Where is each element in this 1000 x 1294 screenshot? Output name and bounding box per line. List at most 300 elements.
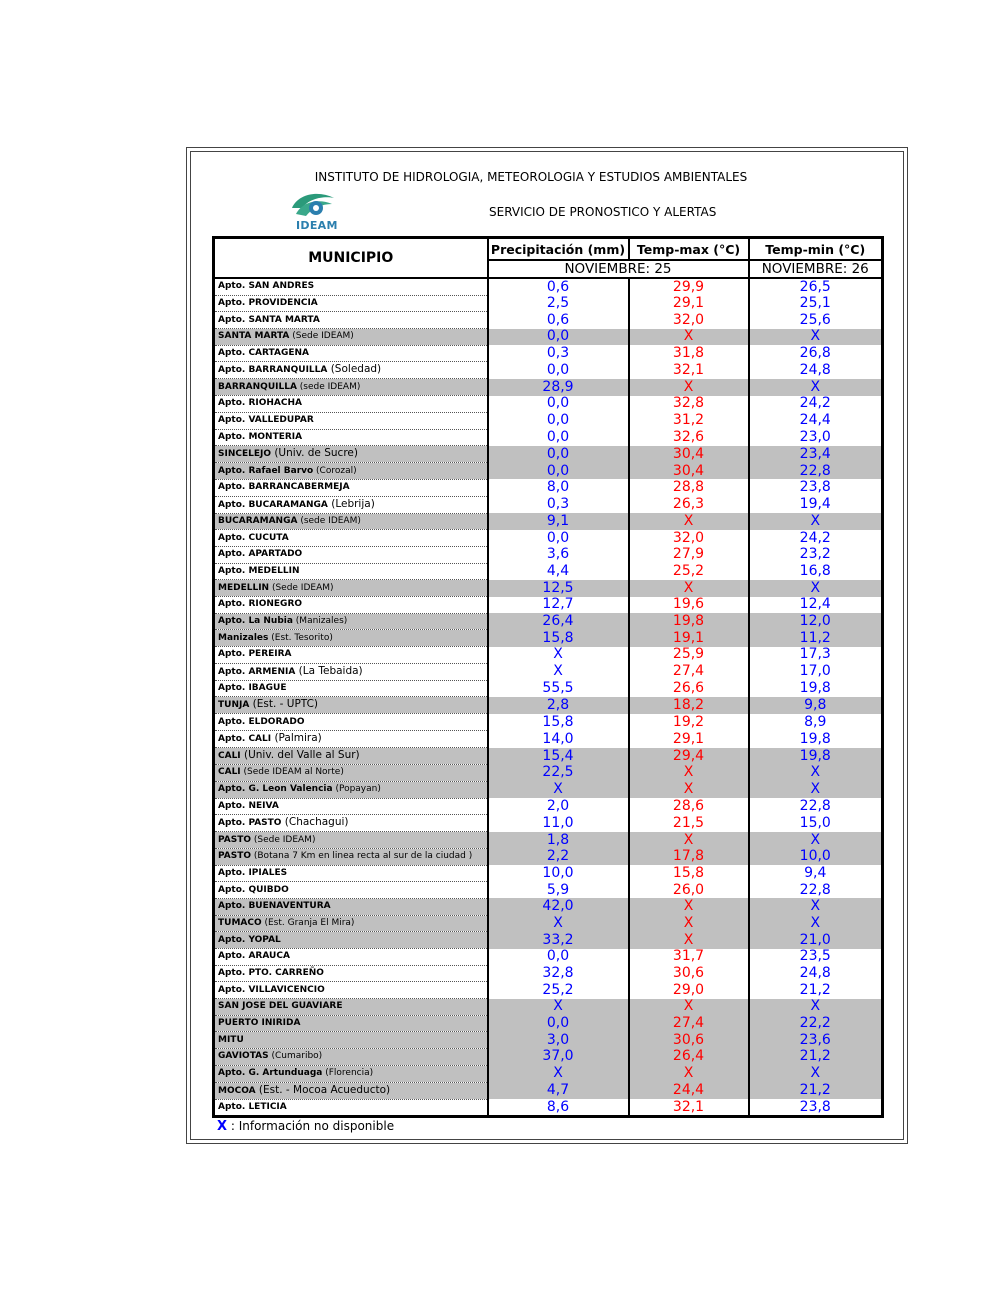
- tmin-value: 8,9: [749, 714, 883, 731]
- station-label: MITU: [218, 1034, 244, 1045]
- station-label: Apto. SANTA MARTA: [218, 314, 320, 325]
- table-row: [214, 815, 883, 832]
- table-row: [214, 647, 883, 664]
- tmax-value: X: [629, 513, 749, 530]
- tmin-value: 21,2: [749, 982, 883, 999]
- tmax-value: 29,1: [629, 731, 749, 748]
- tmax-value: 30,6: [629, 965, 749, 982]
- tmax-value: 26,3: [629, 496, 749, 513]
- precip-value: X: [488, 663, 629, 680]
- table-row: [214, 765, 883, 782]
- tmin-value: 19,8: [749, 748, 883, 765]
- tmin-value: 22,8: [749, 798, 883, 815]
- station-sublabel: (sede IDEAM): [296, 381, 361, 392]
- station-name: [214, 496, 488, 513]
- table-row: [214, 446, 883, 463]
- precip-value: X: [488, 915, 629, 932]
- tmin-value: 11,2: [749, 630, 883, 647]
- station-sublabel: (La Tebaida): [295, 664, 363, 677]
- tmax-value: 29,0: [629, 982, 749, 999]
- station-name: [214, 1032, 488, 1049]
- table-row: [214, 379, 883, 396]
- station-label: Apto. La Nubia: [218, 616, 293, 627]
- precip-value: 25,2: [488, 982, 629, 999]
- precip-value: 3,0: [488, 1032, 629, 1049]
- tmin-value: 24,8: [749, 362, 883, 379]
- station-name: [214, 429, 488, 446]
- station-name: [214, 479, 488, 496]
- table-row: [214, 345, 883, 362]
- tmax-value: 18,2: [629, 697, 749, 714]
- station-name: [214, 982, 488, 999]
- table-row: [214, 412, 883, 429]
- table-row: [214, 295, 883, 312]
- tmax-value: 27,9: [629, 546, 749, 563]
- station-label: Apto. RIOHACHA: [218, 398, 302, 409]
- station-label: Apto. BUENAVENTURA: [218, 901, 331, 912]
- precip-value: 33,2: [488, 932, 629, 949]
- station-name: [214, 329, 488, 346]
- tmin-value: X: [749, 999, 883, 1016]
- table-row: [214, 463, 883, 480]
- station-label: Apto. PTO. CARREÑO: [218, 968, 324, 979]
- tmin-value: 16,8: [749, 563, 883, 580]
- precip-value: 15,8: [488, 714, 629, 731]
- tmax-value: 31,7: [629, 949, 749, 966]
- tmax-value: 27,4: [629, 1015, 749, 1032]
- tmax-value: X: [629, 329, 749, 346]
- tmax-value: 31,8: [629, 345, 749, 362]
- station-sublabel: (Popayan): [332, 784, 381, 795]
- station-name: [214, 714, 488, 731]
- tmax-value: 30,4: [629, 446, 749, 463]
- table-row: [214, 965, 883, 982]
- station-name: [214, 932, 488, 949]
- precip-value: 1,8: [488, 832, 629, 849]
- precip-value: 2,0: [488, 798, 629, 815]
- tmin-value: 23,8: [749, 479, 883, 496]
- table-row: [214, 396, 883, 413]
- precip-value: 2,5: [488, 295, 629, 312]
- tmax-value: 28,6: [629, 798, 749, 815]
- tmax-value: 32,6: [629, 429, 749, 446]
- station-name: [214, 613, 488, 630]
- tmax-value: 28,8: [629, 479, 749, 496]
- station-name: [214, 882, 488, 899]
- table-row: [214, 663, 883, 680]
- precip-value: 0,3: [488, 345, 629, 362]
- header-tmax: Temp-max (°C): [629, 238, 749, 261]
- station-label: BARRANQUILLA: [218, 381, 297, 392]
- station-sublabel: (Cumaribo): [268, 1051, 323, 1062]
- table-row: [214, 680, 883, 697]
- station-label: Apto. YOPAL: [218, 934, 281, 945]
- institute-title-text: INSTITUTO DE HIDROLOGIA, METEOROLOGIA Y ESTUDIOS AMBIENTALES: [314, 170, 748, 184]
- station-name: [214, 848, 488, 865]
- station-sublabel: (Chachagui): [281, 816, 349, 829]
- station-label: Apto. MEDELLIN: [218, 565, 300, 576]
- station-label: Apto. RIONEGRO: [218, 599, 303, 610]
- table-row: [214, 1082, 883, 1099]
- station-name: [214, 781, 488, 798]
- station-label: TUMACO: [218, 917, 262, 928]
- station-name: [214, 748, 488, 765]
- tmax-value: X: [629, 379, 749, 396]
- forecast-table: [212, 236, 884, 1118]
- tmax-value: X: [629, 898, 749, 915]
- station-label: Apto. ELDORADO: [218, 716, 305, 727]
- tmax-value: 15,8: [629, 865, 749, 882]
- precip-value: 0,3: [488, 496, 629, 513]
- header-date-2: NOVIEMBRE: 26: [749, 260, 883, 278]
- precip-value: 0,0: [488, 463, 629, 480]
- precip-value: 0,0: [488, 446, 629, 463]
- station-label: SINCELEJO: [218, 449, 271, 460]
- tmax-value: 19,2: [629, 714, 749, 731]
- table-row: [214, 1049, 883, 1066]
- station-label: Apto. VALLEDUPAR: [218, 415, 314, 426]
- institute-title: [0, 170, 1000, 184]
- station-sublabel: (Manizales): [292, 616, 348, 627]
- tmin-value: X: [749, 832, 883, 849]
- table-row: [214, 278, 883, 295]
- tmax-value: X: [629, 781, 749, 798]
- tmin-value: 17,0: [749, 663, 883, 680]
- precip-value: 5,9: [488, 882, 629, 899]
- station-label: Apto. NEIVA: [218, 800, 279, 811]
- tmax-value: 29,1: [629, 295, 749, 312]
- tmax-value: X: [629, 1065, 749, 1082]
- precip-value: 12,7: [488, 597, 629, 614]
- table-row: [214, 731, 883, 748]
- station-label: Apto. PROVIDENCIA: [218, 298, 318, 309]
- station-label: Apto. G. Artunduaga: [218, 1068, 323, 1079]
- tmin-value: 17,3: [749, 647, 883, 664]
- tmin-value: 25,1: [749, 295, 883, 312]
- table-row: [214, 798, 883, 815]
- tmax-value: 26,0: [629, 882, 749, 899]
- station-label: SAN JOSE DEL GUAVIARE: [218, 1001, 343, 1012]
- tmax-value: 31,2: [629, 412, 749, 429]
- tmax-value: 19,8: [629, 613, 749, 630]
- precip-value: 2,8: [488, 697, 629, 714]
- station-name: [214, 597, 488, 614]
- station-label: Apto. VILLAVICENCIO: [218, 984, 325, 995]
- tmin-value: 24,8: [749, 965, 883, 982]
- precip-value: 10,0: [488, 865, 629, 882]
- precip-value: 15,4: [488, 748, 629, 765]
- precip-value: 37,0: [488, 1049, 629, 1066]
- station-label: Apto. PEREIRA: [218, 649, 292, 660]
- station-name: [214, 278, 488, 295]
- station-label: Apto. G. Leon Valencia: [218, 784, 333, 795]
- precip-value: 11,0: [488, 815, 629, 832]
- tmax-value: 24,4: [629, 1082, 749, 1099]
- precip-value: 55,5: [488, 680, 629, 697]
- tmax-value: 29,4: [629, 748, 749, 765]
- tmax-value: 17,8: [629, 848, 749, 865]
- tmin-value: 19,4: [749, 496, 883, 513]
- station-sublabel: (Palmira): [271, 732, 322, 745]
- table-row: [214, 982, 883, 999]
- tmin-value: 21,0: [749, 932, 883, 949]
- table-row: [214, 362, 883, 379]
- precip-value: 32,8: [488, 965, 629, 982]
- tmax-value: 29,9: [629, 278, 749, 295]
- tmax-value: 32,0: [629, 312, 749, 329]
- table-row: [214, 697, 883, 714]
- station-label: MOCOA: [218, 1085, 256, 1096]
- station-label: GAVIOTAS: [218, 1051, 269, 1062]
- tmin-value: 21,2: [749, 1082, 883, 1099]
- precip-value: X: [488, 1065, 629, 1082]
- tmax-value: 32,0: [629, 530, 749, 547]
- legend-text: : Información no disponible: [230, 1119, 395, 1133]
- station-sublabel: (Univ. del Valle al Sur): [240, 749, 360, 762]
- station-name: [214, 463, 488, 480]
- station-name: [214, 731, 488, 748]
- station-name: [214, 530, 488, 547]
- tmin-value: 26,8: [749, 345, 883, 362]
- table-row: [214, 882, 883, 899]
- tmin-value: 25,6: [749, 312, 883, 329]
- tmax-value: 27,4: [629, 663, 749, 680]
- tmax-value: X: [629, 999, 749, 1016]
- station-label: Apto. ARAUCA: [218, 951, 290, 962]
- table-row: [214, 932, 883, 949]
- station-sublabel: (Corozal): [313, 465, 357, 476]
- station-name: [214, 898, 488, 915]
- table-row: [214, 312, 883, 329]
- table-row: [214, 563, 883, 580]
- header-date-1: NOVIEMBRE: 25: [488, 260, 749, 278]
- station-name: [214, 965, 488, 982]
- station-name: [214, 312, 488, 329]
- station-name: [214, 815, 488, 832]
- table-row: [214, 848, 883, 865]
- table-row: [214, 999, 883, 1016]
- tmin-value: 22,8: [749, 463, 883, 480]
- precip-value: 0,0: [488, 949, 629, 966]
- tmax-value: X: [629, 932, 749, 949]
- table-row: [214, 714, 883, 731]
- tmin-value: 23,5: [749, 949, 883, 966]
- table-row: [214, 748, 883, 765]
- station-sublabel: (Est. Granja El Mira): [261, 917, 355, 928]
- table-row: [214, 832, 883, 849]
- table-row: [214, 1032, 883, 1049]
- tmax-value: X: [629, 915, 749, 932]
- precip-value: 4,4: [488, 563, 629, 580]
- precip-value: X: [488, 647, 629, 664]
- tmin-value: 26,5: [749, 278, 883, 295]
- table-row: [214, 479, 883, 496]
- header-municipio: MUNICIPIO: [214, 238, 488, 279]
- station-name: [214, 1082, 488, 1099]
- precip-value: 14,0: [488, 731, 629, 748]
- station-label: Apto. BARRANQUILLA: [218, 365, 328, 376]
- table-row: [214, 329, 883, 346]
- tmin-value: 12,4: [749, 597, 883, 614]
- tmin-value: X: [749, 379, 883, 396]
- header-precip: Precipitación (mm): [488, 238, 629, 261]
- station-name: [214, 1065, 488, 1082]
- table-row: [214, 915, 883, 932]
- precip-value: 12,5: [488, 580, 629, 597]
- station-name: [214, 412, 488, 429]
- tmax-value: 25,2: [629, 563, 749, 580]
- table-row: [214, 865, 883, 882]
- tmin-value: 21,2: [749, 1049, 883, 1066]
- station-sublabel: (Est. - UPTC): [249, 698, 318, 711]
- station-name: [214, 580, 488, 597]
- station-name: [214, 915, 488, 932]
- station-name: [214, 362, 488, 379]
- station-label: Apto. SAN ANDRES: [218, 281, 315, 292]
- tmin-value: 19,8: [749, 731, 883, 748]
- table-row: [214, 429, 883, 446]
- precip-value: 8,6: [488, 1099, 629, 1117]
- precip-value: 26,4: [488, 613, 629, 630]
- station-label: Apto. IBAGUE: [218, 683, 287, 694]
- station-name: [214, 513, 488, 530]
- station-name: [214, 345, 488, 362]
- tmax-value: 30,6: [629, 1032, 749, 1049]
- tmax-value: 30,4: [629, 463, 749, 480]
- station-name: [214, 1015, 488, 1032]
- station-label: Apto. CALI: [218, 734, 272, 745]
- tmax-value: X: [629, 765, 749, 782]
- station-name: [214, 396, 488, 413]
- station-label: Apto. IPIALES: [218, 867, 288, 878]
- station-label: Apto. MONTERIA: [218, 431, 303, 442]
- tmin-value: X: [749, 1065, 883, 1082]
- station-name: [214, 680, 488, 697]
- table-row: [214, 513, 883, 530]
- station-sublabel: (Sede IDEAM): [289, 331, 354, 342]
- tmin-value: 10,0: [749, 848, 883, 865]
- tmin-value: X: [749, 580, 883, 597]
- legend-mark: X: [217, 1119, 228, 1134]
- tmin-value: X: [749, 513, 883, 530]
- station-label: Apto. CARTAGENA: [218, 348, 309, 359]
- station-name: [214, 697, 488, 714]
- tmax-value: 32,1: [629, 1099, 749, 1117]
- precip-value: X: [488, 781, 629, 798]
- tmin-value: 23,6: [749, 1032, 883, 1049]
- station-name: [214, 865, 488, 882]
- header-tmin: Temp-min (°C): [749, 238, 883, 261]
- tmin-value: X: [749, 329, 883, 346]
- station-sublabel: (Univ. de Sucre): [271, 447, 358, 460]
- precip-value: X: [488, 999, 629, 1016]
- tmin-value: 24,4: [749, 412, 883, 429]
- table-row: [214, 949, 883, 966]
- station-sublabel: (Lebrija): [327, 497, 375, 510]
- station-label: PASTO: [218, 834, 252, 845]
- tmin-value: 22,2: [749, 1015, 883, 1032]
- precip-value: 8,0: [488, 479, 629, 496]
- table-row: [214, 496, 883, 513]
- table-row: [214, 580, 883, 597]
- station-name: [214, 379, 488, 396]
- station-sublabel: (Sede IDEAM al Norte): [240, 767, 344, 778]
- tmin-value: X: [749, 781, 883, 798]
- station-label: Apto. BARRANCABERMEJA: [218, 482, 350, 493]
- table-row: [214, 613, 883, 630]
- table-row: [214, 898, 883, 915]
- tmin-value: 19,8: [749, 680, 883, 697]
- station-label: Apto. CUCUTA: [218, 532, 289, 543]
- precip-value: 0,6: [488, 278, 629, 295]
- tmin-value: X: [749, 765, 883, 782]
- tmax-value: 21,5: [629, 815, 749, 832]
- station-label: MEDELLIN: [218, 582, 270, 593]
- legend: [217, 1119, 394, 1134]
- precip-value: 28,9: [488, 379, 629, 396]
- tmin-value: 22,8: [749, 882, 883, 899]
- precip-value: 2,2: [488, 848, 629, 865]
- tmax-value: X: [629, 832, 749, 849]
- station-label: Apto. QUIBDO: [218, 884, 289, 895]
- precip-value: 22,5: [488, 765, 629, 782]
- station-label: BUCARAMANGA: [218, 515, 298, 526]
- tmin-value: 23,8: [749, 1099, 883, 1117]
- station-name: [214, 446, 488, 463]
- station-name: [214, 563, 488, 580]
- station-label: PUERTO INIRIDA: [218, 1018, 301, 1029]
- table-row: [214, 1099, 883, 1117]
- station-label: CALI: [218, 751, 241, 762]
- table-row: [214, 630, 883, 647]
- precip-value: 0,0: [488, 396, 629, 413]
- station-name: [214, 949, 488, 966]
- station-sublabel: (Florencia): [322, 1068, 374, 1079]
- station-name: [214, 546, 488, 563]
- tmin-value: 24,2: [749, 530, 883, 547]
- station-name: [214, 999, 488, 1016]
- station-label: PASTO: [218, 851, 252, 862]
- precip-value: 0,0: [488, 362, 629, 379]
- station-sublabel: (Est. - Mocoa Acueducto): [255, 1083, 391, 1096]
- station-sublabel: (Botana 7 Km en linea recta al sur de la ciudad ): [251, 851, 473, 862]
- station-label: TUNJA: [218, 700, 250, 711]
- table-row: [214, 1065, 883, 1082]
- station-label: Apto. BUCARAMANGA: [218, 499, 328, 510]
- service-title: SERVICIO DE PRONOSTICO Y ALERTAS: [489, 205, 717, 219]
- tmin-value: 9,8: [749, 697, 883, 714]
- station-label: Apto. ARMENIA: [218, 666, 296, 677]
- table-row: [214, 781, 883, 798]
- precip-value: 0,0: [488, 1015, 629, 1032]
- station-sublabel: (Sede IDEAM): [251, 834, 316, 845]
- precip-value: 15,8: [488, 630, 629, 647]
- tmax-value: X: [629, 580, 749, 597]
- precip-value: 4,7: [488, 1082, 629, 1099]
- station-name: [214, 798, 488, 815]
- table-row: [214, 530, 883, 547]
- station-label: Apto. APARTADO: [218, 549, 303, 560]
- station-label: CALI: [218, 767, 241, 778]
- station-sublabel: (Sede IDEAM): [269, 582, 334, 593]
- tmin-value: 23,2: [749, 546, 883, 563]
- precip-value: 0,0: [488, 412, 629, 429]
- tmin-value: 23,0: [749, 429, 883, 446]
- precip-value: 0,6: [488, 312, 629, 329]
- tmin-value: 23,4: [749, 446, 883, 463]
- tmin-value: 24,2: [749, 396, 883, 413]
- precip-value: 42,0: [488, 898, 629, 915]
